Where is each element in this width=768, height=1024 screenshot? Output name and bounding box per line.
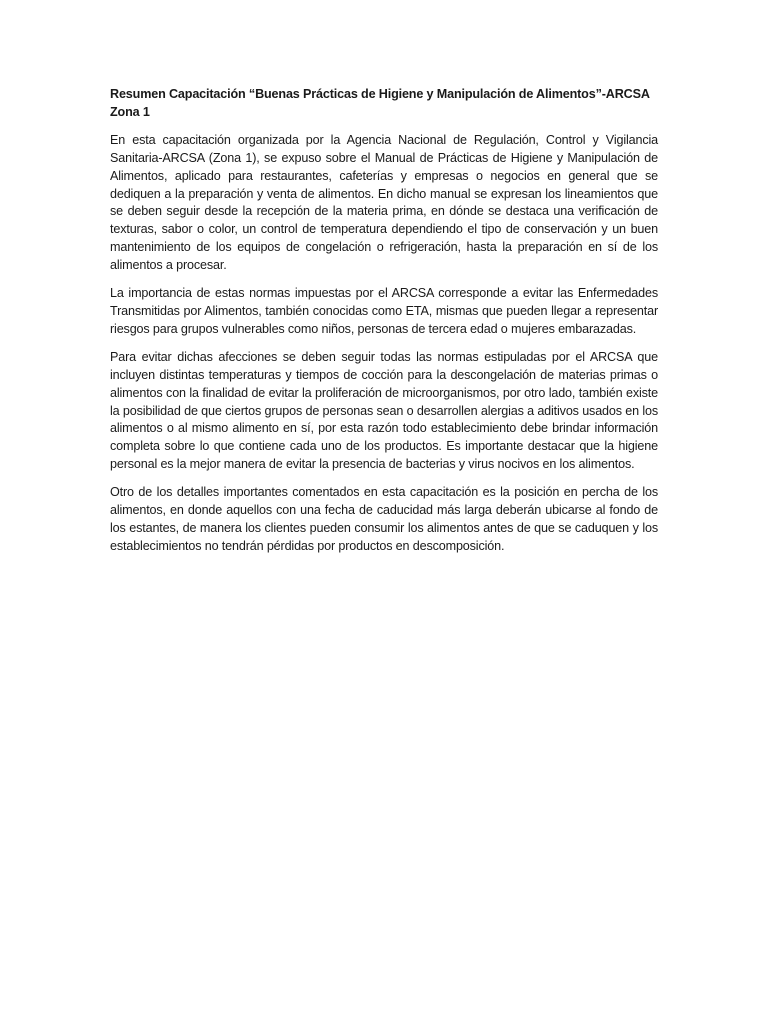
- paragraph-prevention: Para evitar dichas afecciones se deben seguir todas las normas estipuladas por el ARCSA que incluyen distintas temperaturas y tiempos de cocción para la descongelación de materias primas o alimentos con la finalidad de evitar la proliferación de microorganismos, por otro lado, también existe la posibilidad de que ciertos grupos de personas sean o desarrollen alergias a aditivos usados en los alimentos o al mismo alimento en sí, por esta razón todo establecimiento debe brindar información completa sobre lo que contiene cada uno de los productos. Es importante destacar que la higiene personal es la mejor manera de evitar la presencia de bacterias y virus nocivos en los alimentos.: [110, 349, 658, 472]
- document-title: Resumen Capacitación “Buenas Prácticas de Higiene y Manipulación de Alimentos”-ARCSA Zona 1: [110, 87, 650, 119]
- paragraph-importance: La importancia de estas normas impuestas por el ARCSA corresponde a evitar las Enfermedades Transmitidas por Alimentos, también conocidas como ETA, mismas que pueden llegar a representar riesgos para grupos vulnerables como niños, personas de tercera edad o mujeres embarazadas.: [110, 286, 658, 336]
- paragraph-shelf-position: Otro de los detalles importantes comentados en esta capacitación es la posición en percha de los alimentos, en donde aquellos con una fecha de caducidad más larga deberán ubicarse al fondo de los estantes, de manera los clientes pueden consumir los alimentos antes de que se caduquen y los establecimientos no tendrán pérdidas por productos en descomposición.: [110, 485, 658, 553]
- document-page: [110, 86, 658, 566]
- paragraph-intro: En esta capacitación organizada por la Agencia Nacional de Regulación, Control y Vigilancia Sanitaria-ARCSA (Zona 1), se expuso sobre el Manual de Prácticas de Higiene y Manipulación de Alimentos, aplicado para restaurantes, cafeterías y empresas o negocios en general que se dediquen a la preparación y venta de alimentos. En dicho manual se expresan los lineamientos que se deben seguir desde la recepción de la materia prima, en dónde se destaca una verificación de texturas, sabor o color, un control de temperatura dependiendo el tipo de conservación y un buen mantenimiento de los equipos de congelación o refrigeración, hasta la preparación en sí de los alimentos a procesar.: [110, 132, 658, 273]
